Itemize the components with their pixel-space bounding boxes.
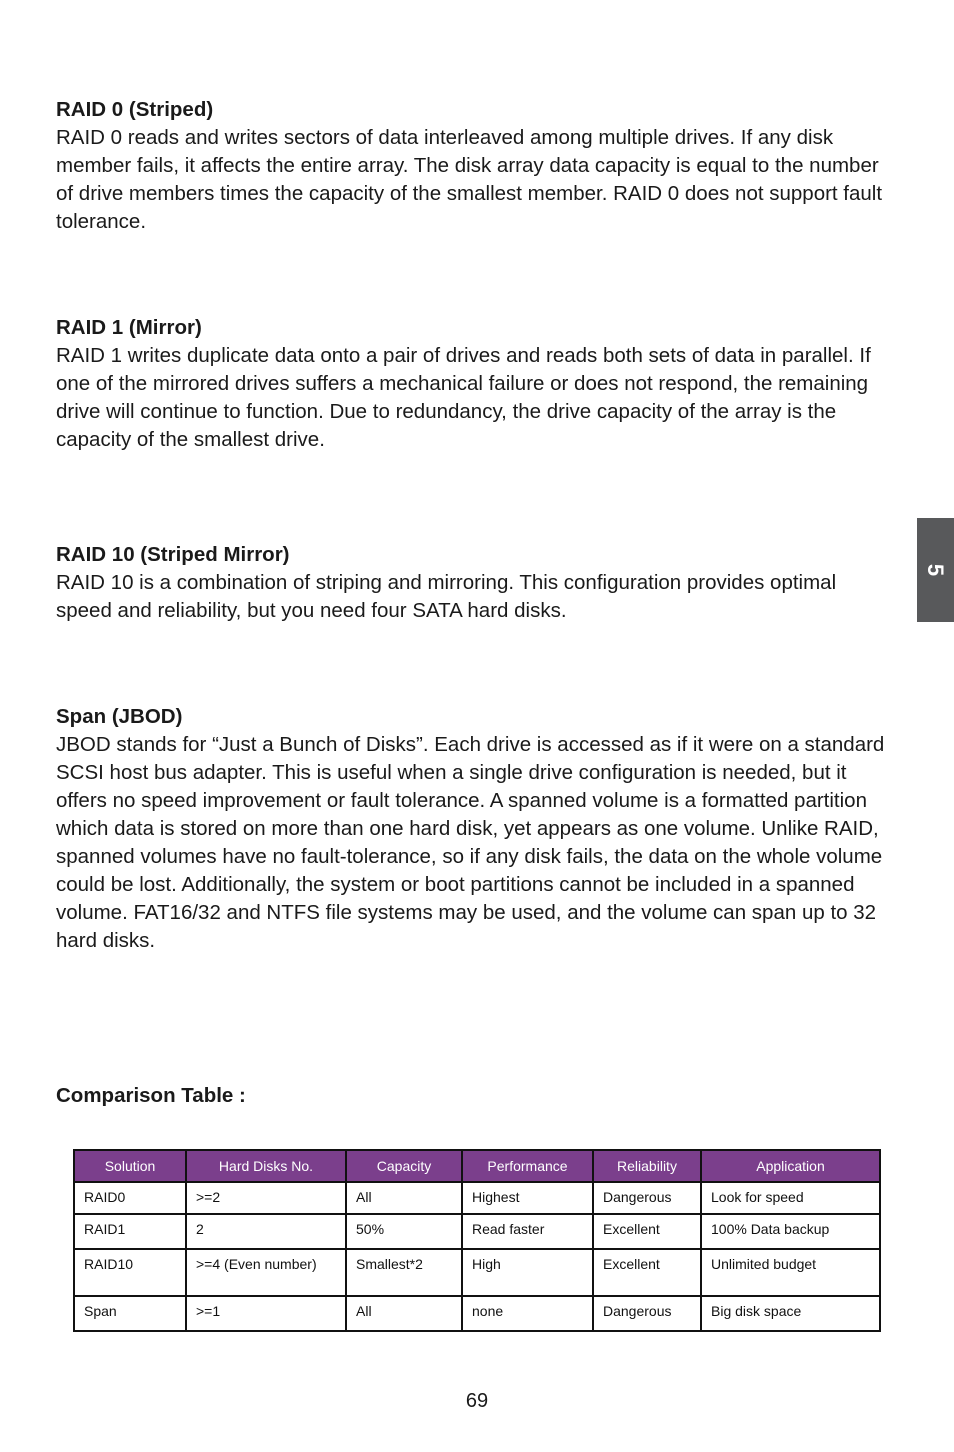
comparison-title: Comparison Table : xyxy=(56,1084,246,1107)
table-cell: 50% xyxy=(346,1214,462,1249)
header-cell: Capacity xyxy=(346,1150,462,1182)
table-cell: >=4 (Even number) xyxy=(186,1249,346,1296)
section-span xyxy=(56,703,896,955)
table-cell: All xyxy=(346,1296,462,1331)
table-header-row xyxy=(74,1150,880,1182)
section-raid10 xyxy=(56,541,896,625)
header-cell: Performance xyxy=(462,1150,593,1182)
header-cell: Hard Disks No. xyxy=(186,1150,346,1182)
table-cell: 100% Data backup xyxy=(701,1214,880,1249)
section-body: RAID 0 reads and writes sectors of data interleaved among multiple drives. If any disk member fails, it affects the entire array. The disk array data capacity is equal to the number of drive members times the capacity of the smallest member. RAID 0 does not support fault tolerance. xyxy=(56,126,883,233)
section-title: Span (JBOD) xyxy=(56,705,183,728)
section-body: RAID 10 is a combination of striping and mirroring. This configuration provides optimal speed and reliability, but you need four SATA hard disks. xyxy=(56,571,837,622)
table-cell: 2 xyxy=(186,1214,346,1249)
section-title: RAID 10 (Striped Mirror) xyxy=(56,543,290,566)
header-cell: Solution xyxy=(74,1150,186,1182)
table-row xyxy=(74,1182,880,1214)
section-raid0 xyxy=(56,96,896,236)
table-cell: All xyxy=(346,1182,462,1214)
table-cell: RAID0 xyxy=(74,1182,186,1214)
chapter-tab-label: 5 xyxy=(923,563,949,577)
page-number: 69 xyxy=(465,1390,489,1412)
table-row xyxy=(74,1296,880,1331)
section-raid1 xyxy=(56,314,896,454)
table-cell: Excellent xyxy=(593,1214,701,1249)
table-cell: RAID1 xyxy=(74,1214,186,1249)
chapter-tab xyxy=(917,518,954,622)
table-cell: Highest xyxy=(462,1182,593,1214)
table-cell: Dangerous xyxy=(593,1296,701,1331)
table-cell: Big disk space xyxy=(701,1296,880,1331)
table-cell: >=2 xyxy=(186,1182,346,1214)
table-cell: >=1 xyxy=(186,1296,346,1331)
table-cell: High xyxy=(462,1249,593,1296)
table-cell: RAID10 xyxy=(74,1249,186,1296)
table-cell: Span xyxy=(74,1296,186,1331)
table-cell: Dangerous xyxy=(593,1182,701,1214)
table-cell: Look for speed xyxy=(701,1182,880,1214)
header-cell: Reliability xyxy=(593,1150,701,1182)
table-cell: Unlimited budget xyxy=(701,1249,880,1296)
table-row xyxy=(74,1249,880,1296)
table-cell: none xyxy=(462,1296,593,1331)
header-cell: Application xyxy=(701,1150,880,1182)
table-row xyxy=(74,1214,880,1249)
section-body: RAID 1 writes duplicate data onto a pair of drives and reads both sets of data in parallel. If one of the mirrored drives suffers a mechanical failure or does not respond, the remaining drive will continue to function. Due to redundancy, the drive capacity of the array is the capacity of the smallest drive. xyxy=(56,344,871,451)
section-body: JBOD stands for “Just a Bunch of Disks”. Each drive is accessed as if it were on a standard SCSI host bus adapter. This is useful when a single drive configuration is needed, but it offers no speed improvement or fault tolerance. A spanned volume is a formatted partition which data is stored on more than one hard disk, yet appears as one volume. Unlike RAID, spanned volumes have no fault-tolerance, so if any disk fails, the data on the whole volume could be lost. Additionally, the system or boot partitions cannot be included in a spanned volume. FAT16/32 and NTFS file systems may be used, and the volume can span up to 32 hard disks. xyxy=(56,733,885,952)
table-cell: Smallest*2 xyxy=(346,1249,462,1296)
section-title: RAID 0 (Striped) xyxy=(56,98,214,121)
table-cell: Read faster xyxy=(462,1214,593,1249)
table-cell: Excellent xyxy=(593,1249,701,1296)
comparison-table xyxy=(73,1149,881,1332)
section-title: RAID 1 (Mirror) xyxy=(56,316,202,339)
